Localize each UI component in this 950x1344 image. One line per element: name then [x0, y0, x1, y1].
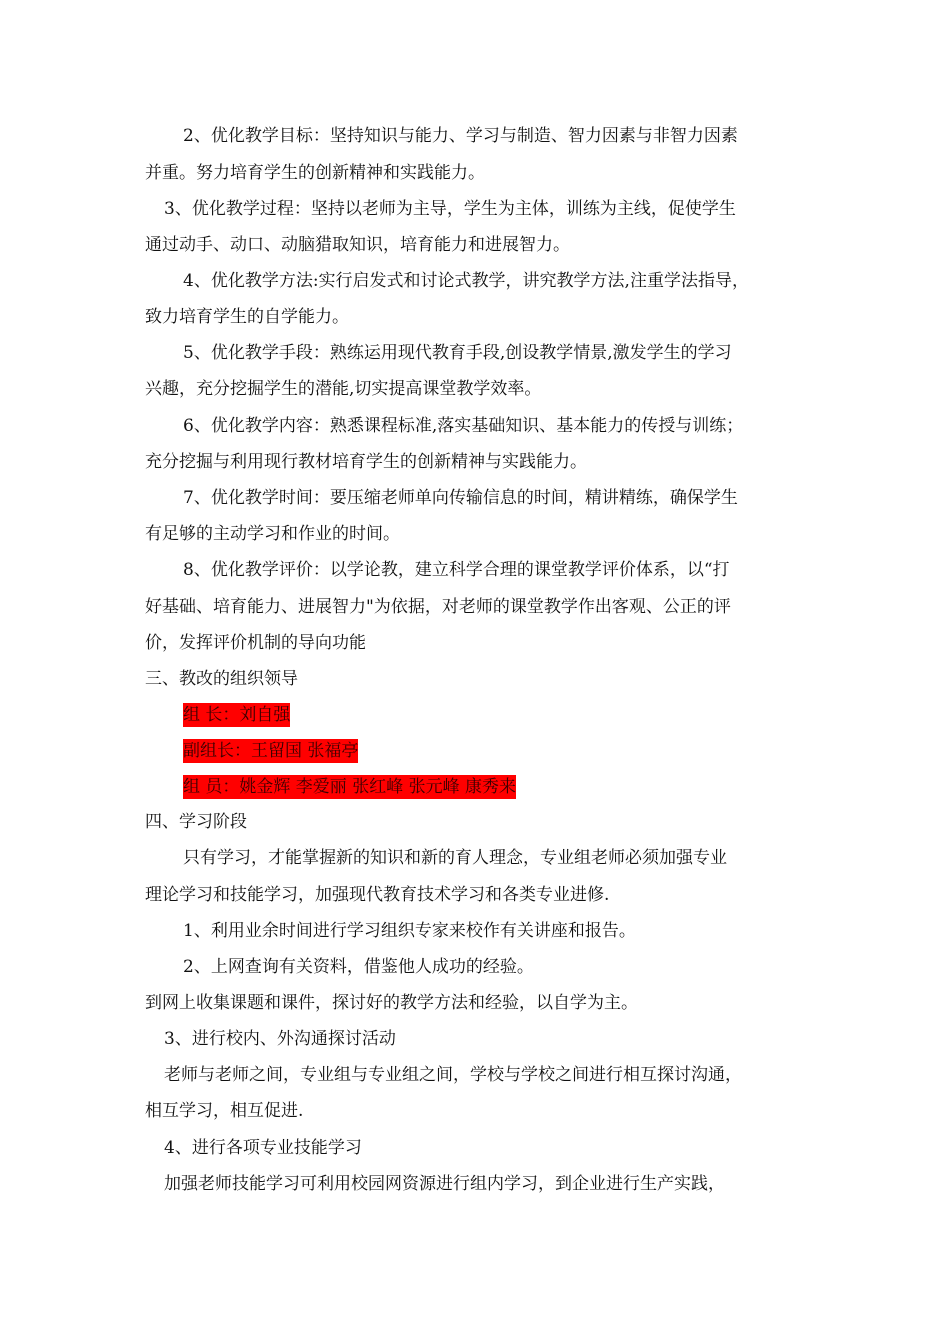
paragraph-line: 8、优化教学评价：以学论教，建立科学合理的课堂教学评价体系，以“打: [183, 560, 730, 580]
paragraph-line: 到网上收集课题和课件，探讨好的教学方法和经验，以自学为主。: [145, 993, 638, 1013]
paragraph-line: 相互学习，相互促进.: [145, 1101, 304, 1121]
highlighted-line-members: 组 员：姚金辉 李爱丽 张红峰 张元峰 康秀来: [183, 777, 517, 797]
paragraph-line: 致力培育学生的自学能力。: [145, 307, 349, 327]
paragraph-line: 兴趣，充分挖掘学生的潜能,切实提高课堂教学效率。: [145, 379, 542, 399]
highlighted-line-leader: 组 长：刘自强: [183, 705, 291, 725]
paragraph-line: 理论学习和技能学习，加强现代教育技术学习和各类专业进修.: [145, 885, 610, 905]
highlighted-line-deputy: 副组长：王留国 张福亭: [183, 741, 359, 761]
paragraph-line: 7、优化教学时间：要压缩老师单向传输信息的时间，精讲精练，确保学生: [183, 488, 738, 508]
paragraph-line: 老师与老师之间，专业组与专业组之间，学校与学校之间进行相互探讨沟通，: [164, 1065, 742, 1085]
paragraph-line: 好基础、培育能力、进展智力"为依据，对老师的课堂教学作出客观、公正的评: [145, 597, 731, 617]
paragraph-line: 充分挖掘与利用现行教材培育学生的创新精神与实践能力。: [145, 452, 587, 472]
section-heading: 四、学习阶段: [145, 812, 247, 832]
paragraph-line: 1、利用业余时间进行学习组织专家来校作有关讲座和报告。: [183, 921, 636, 941]
paragraph-line: 价，发挥评价机制的导向功能: [145, 633, 366, 653]
paragraph-line: 5、优化教学手段：熟练运用现代教育手段,创设教学情景,激发学生的学习: [183, 343, 732, 363]
section-heading: 三、教改的组织领导: [145, 669, 298, 689]
paragraph-line: 只有学习，才能掌握新的知识和新的育人理念，专业组老师必须加强专业: [183, 848, 727, 868]
paragraph-line: 加强老师技能学习可利用校园网资源进行组内学习，到企业进行生产实践，: [164, 1174, 725, 1194]
paragraph-line: 3、进行校内、外沟通探讨活动: [164, 1029, 396, 1049]
paragraph-line: 通过动手、动口、动脑猎取知识，培育能力和进展智力。: [145, 235, 570, 255]
paragraph-line: 有足够的主动学习和作业的时间。: [145, 524, 400, 544]
paragraph-line: 并重。努力培育学生的创新精神和实践能力。: [145, 163, 485, 183]
paragraph-line: 4、进行各项专业技能学习: [164, 1138, 362, 1158]
paragraph-line: 3、优化教学过程：坚持以老师为主导，学生为主体，训练为主线，促使学生: [164, 199, 736, 219]
paragraph-line: 6、优化教学内容：熟悉课程标准,落实基础知识、基本能力的传授与训练；: [183, 416, 744, 436]
paragraph-line: 4、优化教学方法:实行启发式和讨论式教学，讲究教学方法,注重学法指导，: [183, 271, 749, 291]
paragraph-line: 2、上网查询有关资料，借鉴他人成功的经验。: [183, 957, 534, 977]
paragraph-line: 2、优化教学目标：坚持知识与能力、学习与制造、智力因素与非智力因素: [183, 126, 738, 146]
